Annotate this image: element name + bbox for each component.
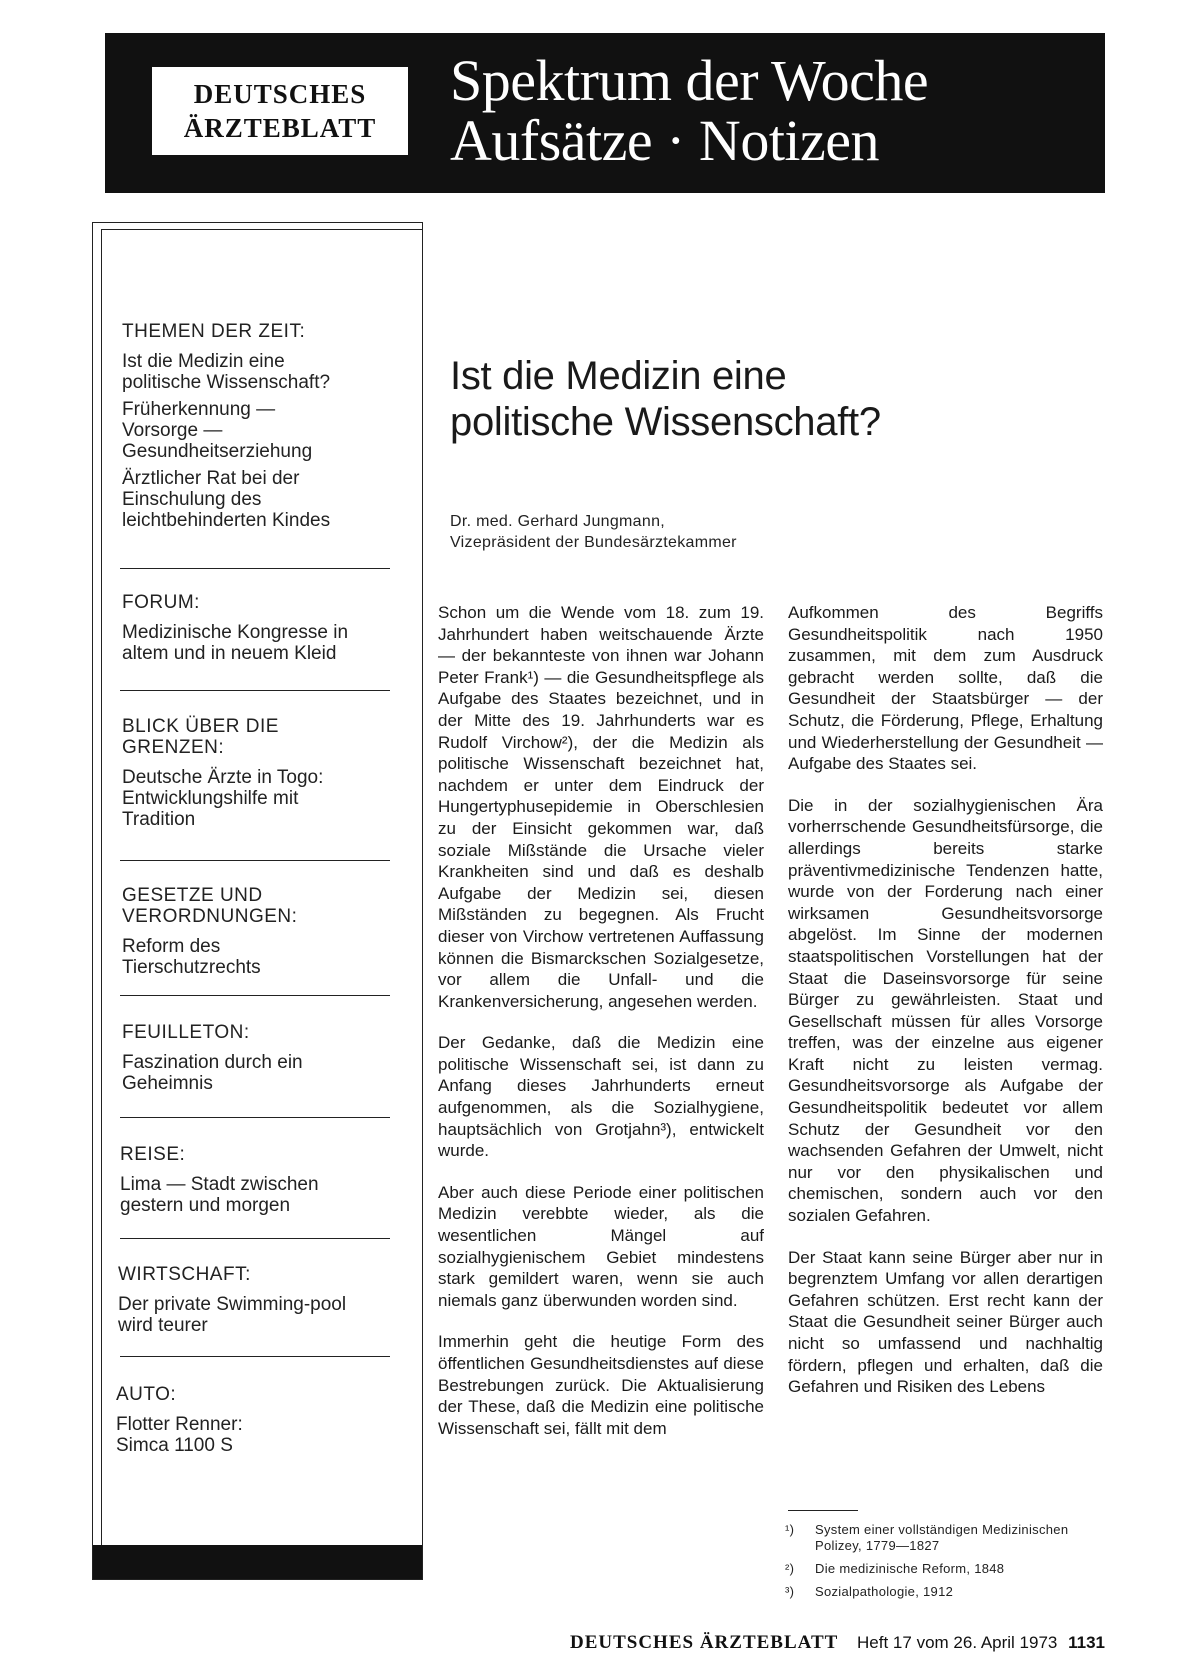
logo-line-1: DEUTSCHES — [193, 79, 367, 109]
page-footer — [570, 1632, 1105, 1654]
toc-section-auto — [116, 1384, 396, 1462]
paragraph: Die in der sozialhygienischen Ära vorherrschende Gesundheitsfürsorge, die allerdings bereits starke präventivmedizinische Tendenzen hatte, wurde von der Forderung nach einer wirksamen Gesundheitsvorsorge abgelöst. Im Sinne der modernen staatspolitischen Vorstellungen hat der Staat die Daseinsvorsorge für seine Bürger zu gewährleisten. Staat und Gesellschaft müssen für alles Vorsorge treffen, was der einzelne aus eigener Kraft nicht zu leisten vermag. Gesundheitsvorsorge als Aufgabe der Gesundheitspolitik bedeutet vor allem Schutz der Gesundheit vor den wachsenden Gefahren der Umwelt, nicht nur vor den physikalischen und chemischen, sondern auch vor den sozialen Gefahren. — [788, 795, 1103, 1226]
toc-section-heading: GESETZE UND VERORDNUNGEN: — [122, 885, 298, 927]
paragraph: Schon um die Wende vom 18. zum 19. Jahrhundert haben weitschauende Ärzte — der bekannteste von ihnen war Johann Peter Frank¹) — die Gesundheitspflege als Aufgabe des Staates bezeichnet, und in der Mitte des 19. Jahrhunderts war es Rudolf Virchow²), der die Medizin als politische Wissenschaft bezeichnet hat, nachdem er unter dem Eindruck der Hungertyphusepidemie in Oberschlesien zu der Einsicht gekommen war, daß soziale Mißstände die Ursache vieler Krankheiten sind und daß es deshalb Aufgabe der Medizin sei, diesen Mißständen zu begegnen. Als Frucht dieser von Virchow vertretenen Auffassung können die Bismarckschen Sozialgesetze, vor allem die Unfall- und die Krankenversicherung, angesehen werden. — [438, 603, 764, 1011]
author-name: Dr. med. Gerhard Jungmann, — [450, 513, 666, 530]
toc-section-heading: WIRTSCHAFT: — [118, 1264, 251, 1285]
toc-section-heading: BLICK ÜBER DIE GRENZEN: — [122, 716, 279, 758]
footnote-mark: ²) — [785, 1561, 795, 1576]
article-title: Ist die Medizin eine politische Wissenschaft? — [450, 354, 881, 444]
toc-divider — [120, 1117, 390, 1118]
article-column-1 — [438, 602, 764, 1459]
footnotes — [785, 1522, 1105, 1607]
footnote-rule — [788, 1510, 858, 1511]
toc-item[interactable]: Lima — Stadt zwischen gestern und morgen — [120, 1174, 319, 1216]
toc-section-heading: FORUM: — [122, 592, 200, 613]
footnote — [785, 1561, 1105, 1577]
toc-item[interactable]: Reform des Tierschutzrechts — [122, 936, 261, 978]
toc-divider — [120, 1356, 390, 1357]
toc-item[interactable]: Medizinische Kongresse in altem und in neuem Kleid — [122, 622, 349, 664]
footnote-mark: ¹) — [785, 1522, 795, 1537]
toc-item[interactable]: Der private Swimming-pool wird teurer — [118, 1294, 347, 1336]
toc-section-heading: THEMEN DER ZEIT: — [122, 321, 306, 342]
toc-item[interactable]: Ist die Medizin eine politische Wissenschaft? — [122, 351, 331, 393]
toc-section-themen — [122, 321, 402, 537]
footnote — [785, 1584, 1105, 1600]
toc-section-forum — [122, 592, 402, 670]
section-title-line-1: Spektrum der Woche — [450, 48, 929, 113]
publication-logo — [150, 65, 410, 157]
author-role: Vizepräsident der Bundesärztekammer — [450, 534, 737, 551]
page-number: 1131 — [1068, 1633, 1105, 1652]
footnote-text: Sozialpathologie, 1912 — [815, 1584, 954, 1599]
toc-item[interactable]: Früherkennung — Vorsorge — Gesundheitserziehung — [122, 399, 313, 462]
paragraph: Aber auch diese Periode einer politischen Medizin verebbte wieder, als die wesentlichen Mängel auf sozialhygienischem Gebiet mindestens stark gemildert waren, wenn sie auch niemals ganz überwunden worden sind. — [438, 1182, 764, 1310]
masthead-banner — [105, 33, 1105, 193]
section-title-line-2: Aufsätze · Notizen — [450, 108, 880, 173]
footnote-text: Die medizinische Reform, 1848 — [815, 1561, 1005, 1576]
footnote-mark: ³) — [785, 1584, 795, 1599]
paragraph: Immerhin geht die heutige Form des öffentlichen Gesundheitsdienstes auf diese Bestrebungen zurück. Die Aktualisierung der These, daß die Medizin eine politische Wissenschaft sei, fällt mit dem — [438, 1332, 764, 1438]
logo-line-2: ÄRZTEBLATT — [183, 113, 377, 143]
sidebar-footer-bar — [93, 1545, 422, 1579]
article-author — [450, 511, 737, 553]
toc-section-feuilleton — [122, 1022, 402, 1100]
toc-item[interactable]: Flotter Renner: Simca 1100 S — [116, 1414, 243, 1456]
toc-section-heading: FEUILLETON: — [122, 1022, 250, 1043]
toc-section-gesetze — [122, 885, 402, 984]
toc-section-heading: REISE: — [120, 1144, 186, 1165]
toc-section-reise — [120, 1144, 400, 1222]
footer-issue: Heft 17 vom 26. April 1973 — [857, 1633, 1058, 1652]
toc-divider — [120, 860, 390, 861]
footer-publication: DEUTSCHES ÄRZTEBLATT — [569, 1632, 839, 1653]
toc-section-blick — [122, 716, 402, 836]
toc-item[interactable]: Deutsche Ärzte in Togo: Entwicklungshilfe mit Tradition — [122, 767, 324, 830]
toc-divider — [120, 690, 390, 691]
toc-divider — [120, 568, 390, 569]
toc-item[interactable]: Faszination durch ein Geheimnis — [122, 1052, 303, 1094]
footnote-text: System einer vollständigen Medizinischen Polizey, 1779—1827 — [815, 1522, 1069, 1553]
toc-divider — [120, 1238, 390, 1239]
paragraph: Aufkommen des Begriffs Gesundheitspolitik nach 1950 zusammen, mit dem zum Ausdruck gebracht werden sollte, daß die Gesundheit der Staatsbürger — der Schutz, die Förderung, Pflege, Erhaltung und Wiederherstellung der Gesundheit — Aufgabe des Staates sei. — [788, 603, 1103, 774]
paragraph: Der Gedanke, daß die Medizin eine politische Wissenschaft sei, ist dann zu Anfang dieses Jahrhunderts erneut aufgenommen, als die Sozialhygiene, hauptsächlich von Grotjahn³), entwickelt wurde. — [438, 1033, 764, 1161]
article-column-2 — [788, 602, 1103, 1418]
footnote — [785, 1522, 1105, 1554]
section-title — [450, 48, 929, 173]
toc-section-wirtschaft — [118, 1264, 398, 1342]
toc-divider — [120, 995, 390, 996]
toc-item[interactable]: Ärztlicher Rat bei der Einschulung des leichtbehinderten Kindes — [122, 468, 331, 531]
toc-section-heading: AUTO: — [116, 1384, 177, 1405]
paragraph: Der Staat kann seine Bürger aber nur in begrenztem Umfang vor allen derartigen Gefahren schützen. Erst recht kann der Staat die Gesundheit seiner Bürger auch nicht so umfassend und nachhaltig fördern, pflegen und erhalten, daß die Gefahren und Risiken des Lebens — [788, 1247, 1103, 1397]
